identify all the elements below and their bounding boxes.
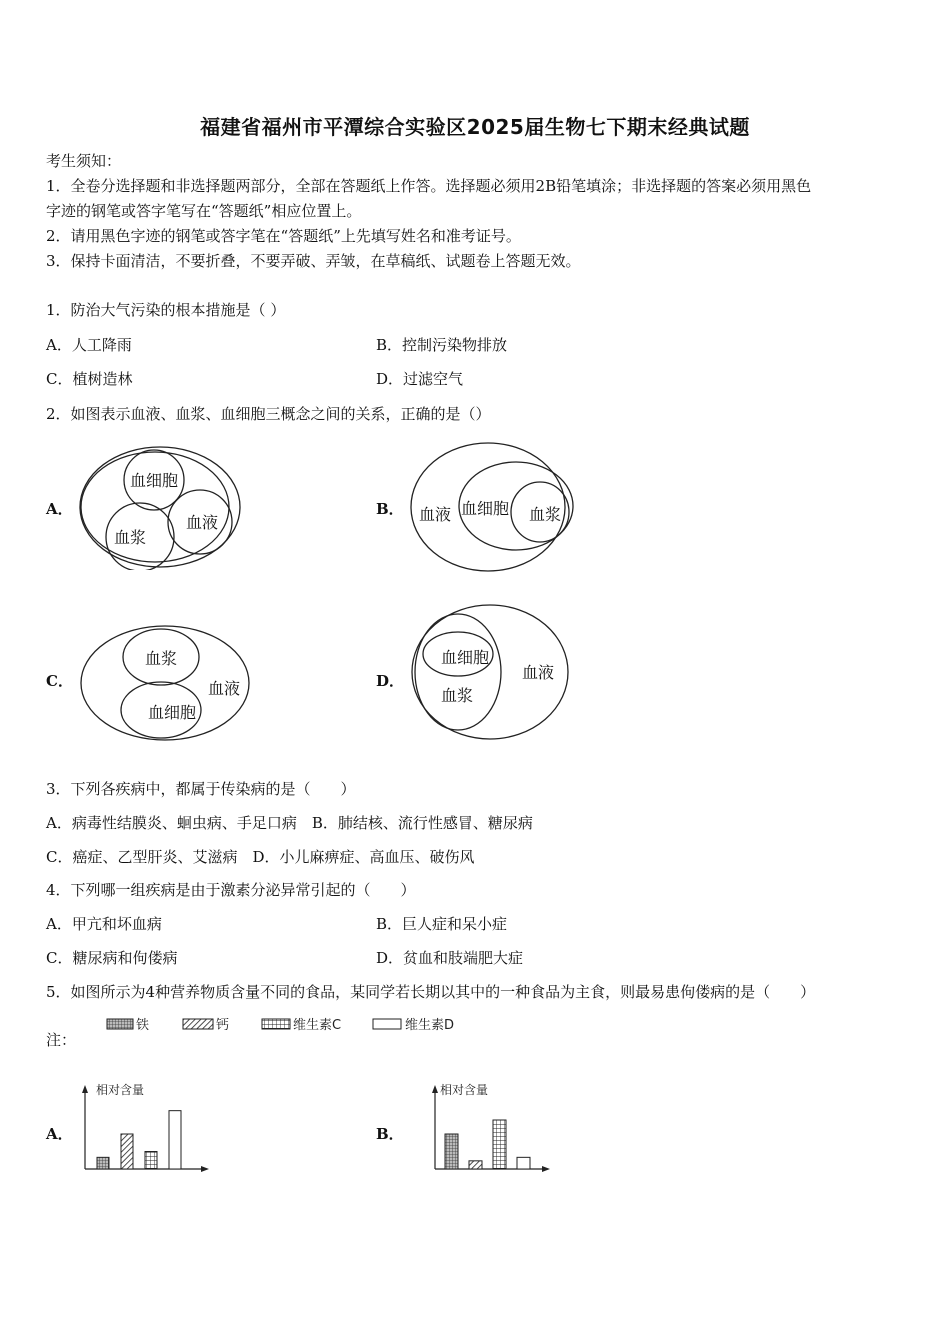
chart-a-ylabel: 相对含量 bbox=[96, 1083, 145, 1097]
legend-swatch-vitamin-c bbox=[262, 1019, 290, 1029]
q2-option-c: C． bbox=[46, 672, 73, 690]
notice-line-3: 2．请用黑色字迹的钢笔或答字笔在“答题纸”上先填写姓名和准考证号。 bbox=[46, 227, 521, 245]
q5-note-label: 注： bbox=[46, 1031, 77, 1049]
bar-chart-b bbox=[428, 1076, 568, 1176]
venn-diagram-a bbox=[78, 445, 244, 570]
venn-diagram-b bbox=[408, 440, 574, 575]
chart-a-bar-iron bbox=[97, 1157, 109, 1169]
chart-a-bar-vitamin-c bbox=[145, 1152, 157, 1170]
chart-legend bbox=[100, 1012, 480, 1038]
venn-a-label-cells: 血细胞 bbox=[129, 471, 179, 490]
venn-c-label-cells: 血细胞 bbox=[147, 703, 197, 722]
q1-option-a: A．人工降雨 bbox=[46, 336, 132, 354]
venn-c-label-plasma: 血浆 bbox=[144, 649, 178, 668]
q3-options-ab: A．病毒性结膜炎、蛔虫病、手足口病 B．肺结核、流行性感冒、糖尿病 bbox=[46, 814, 533, 832]
q4-option-d: D．贫血和肢端肥大症 bbox=[376, 949, 524, 967]
legend-swatch-vitamin-d bbox=[373, 1019, 401, 1029]
notice-heading: 考生须知： bbox=[46, 152, 122, 170]
venn-a-label-blood: 血液 bbox=[185, 513, 219, 532]
chart-b-bar-vitamin-c bbox=[493, 1120, 506, 1169]
q2-option-d: D． bbox=[376, 672, 405, 690]
venn-d-label-cells: 血细胞 bbox=[440, 648, 490, 667]
notice-line-2: 字迹的钢笔或答字笔写在“答题纸”相应位置上。 bbox=[46, 202, 362, 220]
bar-chart-a bbox=[78, 1076, 218, 1176]
notice-line-1: 1．全卷分选择题和非选择题两部分，全部在答题纸上作答。选择题必须用2B铅笔填涂；非选择题的答案必须用黑色 bbox=[46, 177, 812, 195]
chart-b-ylabel: 相对含量 bbox=[440, 1083, 489, 1097]
q4-option-c: C．糖尿病和佝偻病 bbox=[46, 949, 178, 967]
q2-stem: 2．如图表示血液、血浆、血细胞三概念之间的关系，正确的是（） bbox=[46, 405, 491, 423]
legend-label-calcium: 钙 bbox=[216, 1018, 230, 1033]
q3-options-cd: C．癌症、乙型肝炎、艾滋病 D．小儿麻痹症、高血压、破伤风 bbox=[46, 848, 475, 866]
q4-option-b: B．巨人症和呆小症 bbox=[376, 915, 508, 933]
legend-swatch-iron bbox=[107, 1019, 133, 1029]
q5-option-a: A． bbox=[46, 1125, 73, 1143]
q1-stem: 1．防治大气污染的根本措施是（ ） bbox=[46, 301, 286, 319]
notice-line-4: 3．保持卡面清洁，不要折叠，不要弄破、弄皱，在草稿纸、试题卷上答题无效。 bbox=[46, 252, 581, 270]
chart-a-bar-vitamin-d bbox=[169, 1111, 181, 1169]
venn-d-label-blood: 血液 bbox=[521, 663, 555, 682]
chart-b-bar-vitamin-d bbox=[517, 1157, 530, 1169]
venn-d-label-plasma: 血浆 bbox=[440, 686, 474, 705]
venn-c-label-blood: 血液 bbox=[207, 679, 241, 698]
venn-b-label-blood: 血液 bbox=[418, 505, 452, 524]
legend-swatch-calcium bbox=[183, 1019, 213, 1029]
q2-option-a: A． bbox=[46, 500, 73, 518]
venn-diagram-d bbox=[410, 600, 576, 745]
chart-b-bar-calcium bbox=[469, 1161, 482, 1169]
legend-label-vitamin-c: 维生素C bbox=[293, 1018, 342, 1033]
q1-option-b: B．控制污染物排放 bbox=[376, 336, 508, 354]
q3-stem: 3．下列各疾病中，都属于传染病的是（ ） bbox=[46, 780, 356, 798]
venn-b-label-cells: 血细胞 bbox=[460, 499, 510, 518]
venn-diagram-c bbox=[78, 623, 254, 743]
q4-stem: 4．下列哪一组疾病是由于激素分泌异常引起的（ ） bbox=[46, 881, 416, 899]
venn-a-label-plasma: 血浆 bbox=[113, 528, 147, 547]
venn-b-label-plasma: 血浆 bbox=[528, 505, 562, 524]
legend-label-vitamin-d: 维生素D bbox=[405, 1018, 455, 1033]
q2-option-b: B． bbox=[376, 500, 404, 518]
legend-label-iron: 铁 bbox=[136, 1018, 150, 1033]
q4-option-a: A．甲亢和坏血病 bbox=[46, 915, 162, 933]
q5-option-b: B． bbox=[376, 1125, 404, 1143]
q1-option-c: C．植树造林 bbox=[46, 370, 133, 388]
chart-a-bar-calcium bbox=[121, 1134, 133, 1169]
page-title: 福建省福州市平潭综合实验区2025届生物七下期末经典试题 bbox=[200, 115, 750, 139]
q5-stem: 5．如图所示为4种营养物质含量不同的食品，某同学若长期以其中的一种食品为主食，则最易患佝偻病的是（ ） bbox=[46, 983, 816, 1001]
chart-b-bar-iron bbox=[445, 1134, 458, 1169]
q1-option-d: D．过滤空气 bbox=[376, 370, 464, 388]
